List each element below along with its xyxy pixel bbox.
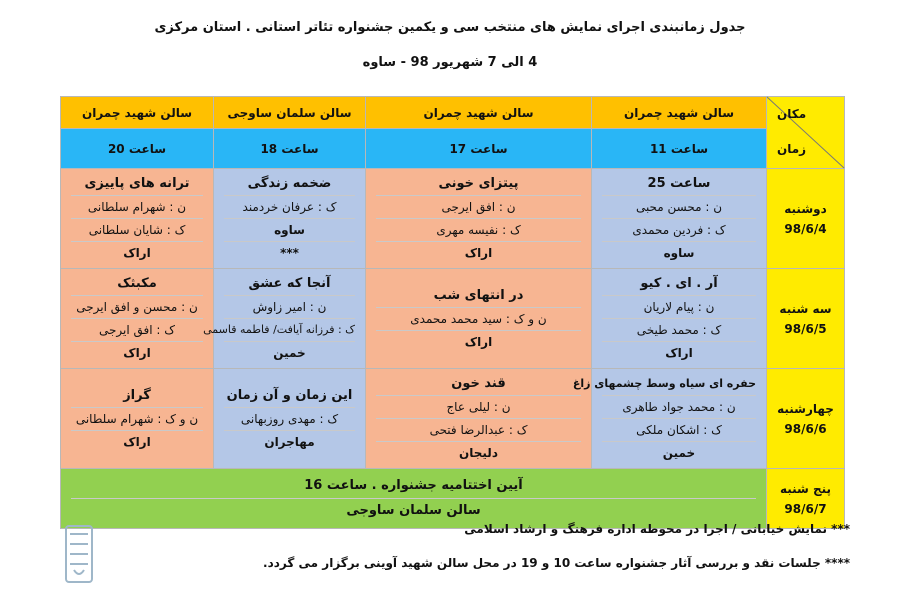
show-city: اراک <box>665 346 693 360</box>
show-writer: ن : لیلی عاج <box>376 396 581 419</box>
show-writer: ن : شهرام سلطانی <box>71 196 203 219</box>
time-header: ساعت 20 <box>61 129 214 169</box>
show-cell <box>592 269 767 369</box>
schedule-table <box>60 96 845 529</box>
show-title: مکبثک <box>71 273 203 296</box>
show-cell <box>61 269 214 369</box>
show-title: قند خون <box>376 373 581 396</box>
time-header: ساعت 17 <box>366 129 592 169</box>
show-director: ک : مهدی روزبهانی <box>224 408 355 431</box>
show-city: اراک <box>464 246 493 260</box>
show-director: ک : عرفان خردمند <box>224 196 355 219</box>
show-city: خمین <box>662 446 696 460</box>
show-title: این زمان و آن زمان <box>224 385 355 408</box>
show-title: ساعت 25 <box>602 173 756 196</box>
logo-mark-icon <box>4 520 104 590</box>
corner-cell <box>767 97 845 169</box>
show-writer-director: ن و ک : شهرام سلطانی <box>71 408 203 431</box>
show-director: ک : محمد طیخی <box>602 319 756 342</box>
show-writer: ن : پیام لاریان <box>602 296 756 319</box>
page-title: جدول زمانبندی اجرای نمایش های منتخب سی و یکمین جشنواره تئاتر استانی . استان مرکزی <box>154 20 746 35</box>
show-title: آنجا که عشق <box>224 273 355 296</box>
show-director: ک : نفیسه مهری <box>376 219 581 242</box>
show-director: ک : افق ایرجی <box>71 319 203 342</box>
venue-header: سالن شهید چمران <box>366 97 592 129</box>
show-cell <box>214 169 366 269</box>
footnote-street-show: *** نمایش خیابانی / اجرا در محوطه اداره فرهنگ و ارشاد اسلامی <box>464 522 850 536</box>
day-cell <box>767 469 845 529</box>
show-cell <box>61 169 214 269</box>
day-date: 98/6/4 <box>784 221 827 236</box>
show-cell <box>366 369 592 469</box>
corner-place-label: مکان <box>777 107 807 121</box>
page-subtitle: 4 الی 7 شهریور 98 - ساوه <box>362 55 538 70</box>
show-writer: ن : محمد جواد طاهری <box>602 396 756 419</box>
show-cell <box>203 269 366 369</box>
show-director: ک : فرزانه آیافت/ فاطمه قاسمی <box>224 319 355 342</box>
show-cell <box>366 169 592 269</box>
show-title: حفره ای سیاه وسط چشمهای زاغ <box>602 373 756 396</box>
day-date: 98/6/6 <box>784 421 827 436</box>
show-note-mark: *** <box>280 246 299 260</box>
show-director: ک : عبدالرضا فتحی <box>376 419 581 442</box>
show-title: پیتزای خونی <box>376 173 581 196</box>
show-cell <box>592 169 767 269</box>
day-name: پنج شنبه <box>779 481 832 496</box>
time-header: ساعت 18 <box>214 129 366 169</box>
day-date: 98/6/7 <box>784 501 827 516</box>
show-title: ضخمه زندگی <box>224 173 355 196</box>
venue-header: سالن سلمان ساوجی <box>214 97 366 129</box>
show-writer: ن : امیر زاوش <box>224 296 355 319</box>
day-cell <box>767 169 845 269</box>
day-cell <box>767 369 845 469</box>
show-city: اراک <box>123 434 151 449</box>
show-city: مهاجران <box>264 434 315 449</box>
show-city: دلیجان <box>459 446 498 460</box>
show-cell <box>214 369 366 469</box>
show-title: در انتهای شب <box>376 285 581 308</box>
venue-header: سالن شهید چمران <box>592 97 767 129</box>
iran-theater-logo <box>4 520 104 590</box>
show-director: ک : اشکان ملکی <box>602 419 756 442</box>
show-cell <box>61 369 214 469</box>
show-city: ساوه <box>663 246 695 260</box>
day-name: چهارشنبه <box>777 401 834 416</box>
show-writer: ن : محسن محبی <box>602 196 756 219</box>
show-title: ترانه های پاییزی <box>71 173 203 196</box>
venue-header: سالن شهید چمران <box>61 97 214 129</box>
day-date: 98/6/5 <box>784 321 827 336</box>
show-writer: ن : محسن و افق ایرجی <box>71 296 203 319</box>
day-name: دوشنبه <box>784 201 827 216</box>
day-cell <box>767 269 845 369</box>
show-city: اراک <box>123 346 151 360</box>
show-writer: ن : افق ایرجی <box>376 196 581 219</box>
show-director: ک : فردین محمدی <box>602 219 756 242</box>
show-writer-director: ن و ک : سید محمد محمدی <box>376 308 581 331</box>
time-header: ساعت 11 <box>592 129 767 169</box>
show-city: اراک <box>123 246 151 260</box>
show-cell <box>572 369 767 469</box>
show-title: آر . ای . کیو <box>602 273 756 296</box>
show-director: ک : شایان سلطانی <box>71 219 203 242</box>
closing-ceremony-venue: سالن سلمان ساوجی <box>346 503 481 518</box>
day-name: سه شنبه <box>779 301 832 316</box>
show-city: اراک <box>464 334 493 349</box>
show-cell <box>366 269 592 369</box>
footnote-review-sessions: **** جلسات نقد و بررسی آثار جشنواره ساعت 10 و 19 در محل سالن شهید آوینی برگزار می گردد. <box>263 556 850 570</box>
closing-ceremony-title: آیین اختتامیه جشنواره . ساعت 16 <box>71 474 756 499</box>
show-city: خمین <box>273 346 306 360</box>
closing-ceremony-cell <box>61 469 767 529</box>
show-title: گراز <box>71 385 203 408</box>
corner-time-label: زمان <box>777 142 807 156</box>
show-city: ساوه <box>224 219 355 242</box>
